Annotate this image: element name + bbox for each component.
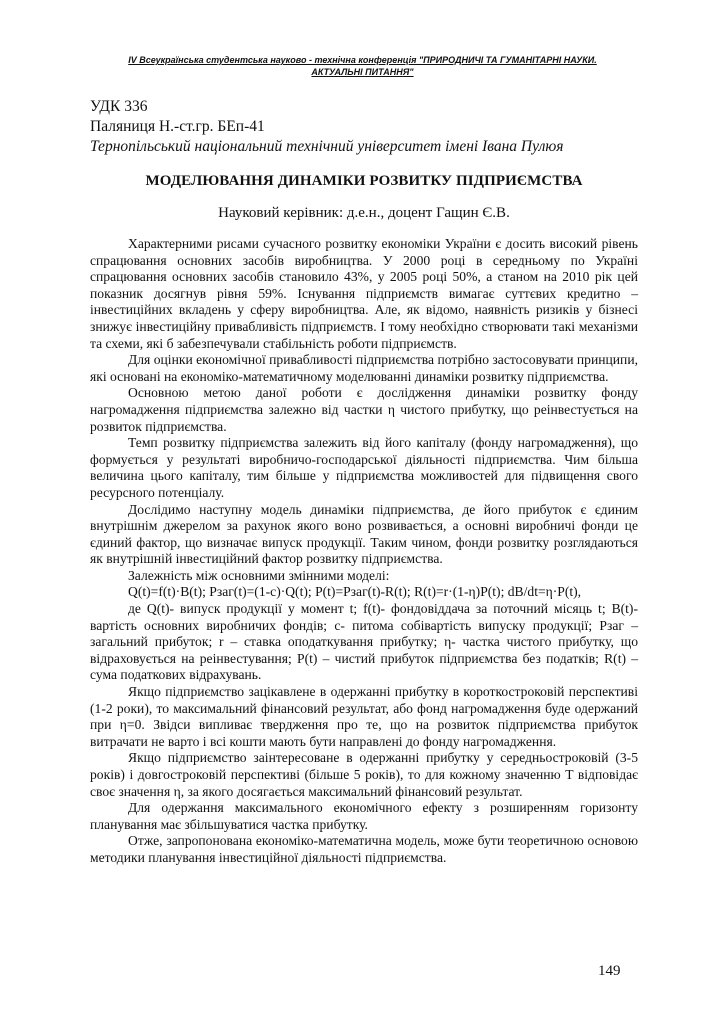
- paragraph: Залежність між основними змінними моделі:: [128, 567, 390, 583]
- author: Паляниця Н.-ст.гр. БЕп-41: [90, 118, 265, 135]
- paragraph: Якщо підприємство зацікавлене в одержанні прибутку в короткостроковій перспективі (1-2 роки), то максимальний фінансовий результат, або фонд нагромадження буде одержаний при η=0. Звідси випливає твердження про те, що на розвиток підприємства прибуток витрачати не варто і всі кошти мають бути направлені до фонду нагромадження.: [90, 684, 638, 749]
- paragraph: Якщо підприємство зaінтересоване в одержанні прибутку у середньостроковій (3-5 років) і довгостроковій перспективі (більше 5 років), то для кожному значенню T відповідає своє значення η, за якого досягається максимальний фінансовий результат.: [90, 750, 638, 799]
- paragraph: Темп розвитку підприємства залежить від його капіталу (фонду нагромадження), що формується у результаті виробничо-господарської діяльності підприємства. Чим більша величина цього капіталу, тим більше у підприємства можливостей для підвищення свого ресурсного потенціалу.: [90, 435, 638, 500]
- paragraph: Отже, запропонована економіко-математична модель, може бути теоретичною основою методики планування інвестиційної діяльності підприємства.: [90, 833, 638, 865]
- article-body: [90, 236, 638, 867]
- article-meta: [90, 97, 650, 157]
- page-number: 149: [598, 963, 621, 979]
- institution: Тернопільський національний технічний університет імені Івана Пулюя: [90, 138, 564, 155]
- paragraph: Характерними рисами сучасного розвитку економіки України є досить високий рівень спрацювання основних засобів виробництва. У 2000 році в середньому по Україні спрацювання основних засобів становило 43%, у 2005 році 50%, а станом на 2010 рік цей показник досягнув рівня 59%. Існування підприємств вимагає суттєвих кредитно – інвестиційних вкладень у сферу виробництва. Але, як відомо, наявність ризиків у бізнесі знижує інвестиційну привабливість підприємств. І тому необхідно створювати такі механізми та схеми, які б забезпечували стабільність роботи підприємств.: [90, 236, 638, 351]
- article-title: МОДЕЛЮВАННЯ ДИНАМІКИ РОЗВИТКУ ПІДПРИЄМСТВА: [145, 173, 583, 189]
- paragraph: Для одержання максимального економічного ефекту з розширенням горизонту планування має збільшуватися частка прибутку.: [90, 800, 638, 832]
- paragraph: Дослідимо наступну модель динаміки підприємства, де його прибуток є єдиним внутрішнім джерелом за рахунок якого воно розвивається, а основні виробничі фонди це єдиний фактор, що визначає випуск продукції. Таким чином, фонди розвитку розглядаються як внутрішній інвестиційний фактор розвитку підприємства.: [90, 501, 638, 567]
- model-formula: Q(t)=f(t)·B(t); Рзаг(t)=(1-c)·Q(t); P(t)=Рзаг(t)-R(t); R(t)=r·(1-η)P(t); dB/dt=η·P(t),: [128, 584, 582, 600]
- conference-header: [90, 54, 635, 78]
- supervisor: Науковий керівник: д.е.н., доцент Гащин Є.В.: [218, 205, 510, 221]
- header-line-2: АКТУАЛЬНІ ПИТАННЯ": [311, 67, 414, 77]
- udk-code: УДК 336: [90, 98, 148, 115]
- paragraph: де Q(t)- випуск продукції у момент t; f(t)- фондовіддача за поточний місяць t; B(t)- вартість основних виробничих фондів; c- питома собівартість випуску продукції; Рзаг – загальний прибуток; r – ставка оподаткування прибутку; η- частка чистого прибутку, що відраховується на реінвестування; P(t) – чистий прибуток підприємства без податків; R(t) – сума податкових відрахувань.: [90, 601, 638, 683]
- paragraph: Для оцінки економічної привабливості підприємства потрібно застосовувати принципи, які основані на економіко-математичному моделюванні динаміки розвитку підприємства.: [90, 352, 638, 384]
- header-line-1: IV Всеукраїнська студентська науково - технічна конференція "ПРИРОДНИЧІ ТА ГУМАНІТАРНІ НАУКИ.: [128, 55, 597, 65]
- paragraph: Основною метою даної роботи є дослідження динаміки розвитку фонду нагромадження підприємства залежно від частки η чистого прибутку, що реінвестується на розвиток підприємства.: [90, 385, 638, 434]
